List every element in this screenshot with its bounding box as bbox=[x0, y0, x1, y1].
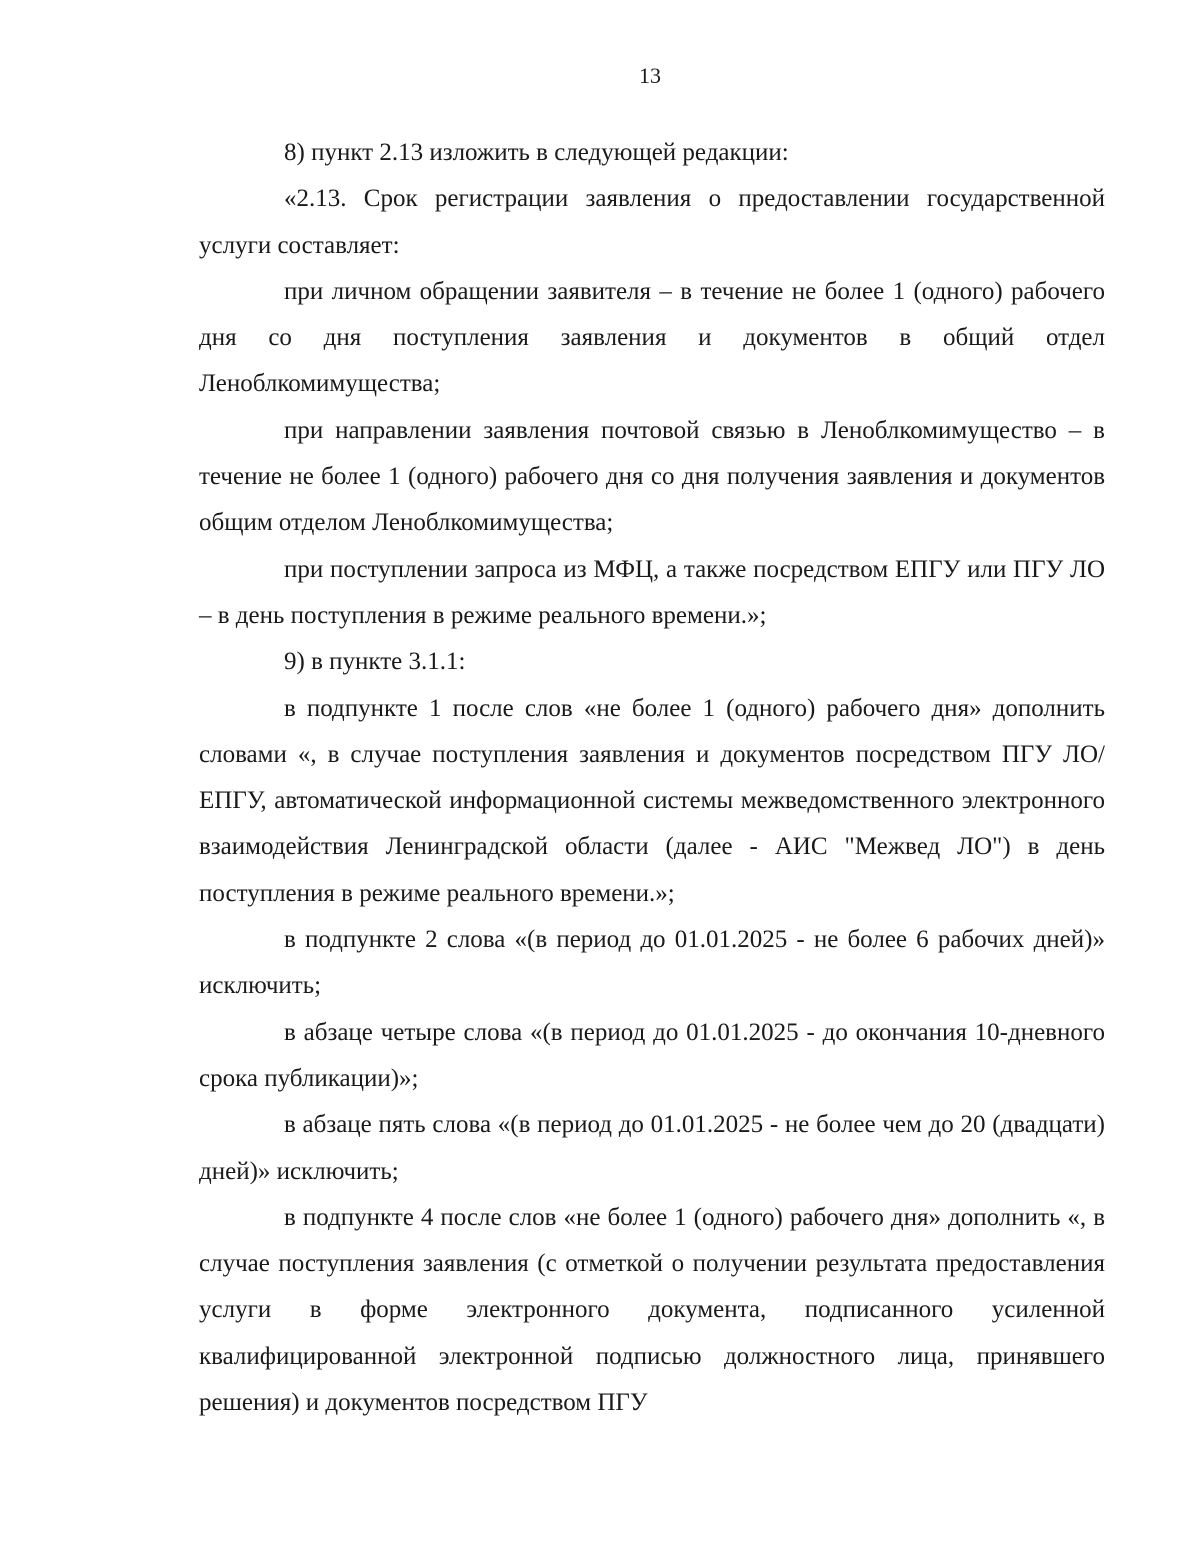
paragraph-mfc-epgu: при поступлении запроса из МФЦ, а также посредством ЕПГУ или ПГУ ЛО – в день поступления в режиме реального времени.»; bbox=[199, 555, 1105, 629]
paragraph-subitem-1: в подпункте 1 после слов «не более 1 (одного) рабочего дня» дополнить словами «, в случае поступления заявления и документов посредством ПГУ ЛО/ ЕПГУ, автоматической информационной системы межведомственного электронного взаимодействия Ленинградской области (далее - АИС "Межвед ЛО") в день поступления в режиме реального времени.»; bbox=[199, 694, 1105, 907]
paragraph-personal-visit: при личном обращении заявителя – в течение не более 1 (одного) рабочего дня со дня поступления заявления и документов в общий отдел Леноблкомимущества; bbox=[199, 277, 1105, 398]
paragraph-item-8-heading: 8) пункт 2.13 изложить в следующей редакции: bbox=[284, 139, 789, 166]
paragraph-postal-delivery: при направлении заявления почтовой связью в Леноблкомимущество – в течение не более 1 (одного) рабочего дня со дня получения заявления и документов общим отделом Леноблкомимущества; bbox=[199, 416, 1105, 537]
page-number: 13 bbox=[639, 63, 661, 88]
paragraph-abzac-four: в абзаце четыре слова «(в период до 01.01.2025 - до окончания 10-дневного срока публикации)»; bbox=[199, 1018, 1105, 1092]
paragraph-subitem-2: в подпункте 2 слова «(в период до 01.01.2025 - не более 6 рабочих дней)» исключить; bbox=[199, 926, 1105, 1000]
paragraph-subitem-4: в подпункте 4 после слов «не более 1 (одного) рабочего дня» дополнить «, в случае поступления заявления (с отметкой о получении результата предоставления услуги в форме электронного документа, подписанного усиленной квалифицированной электронной подписью должностного лица, принявшего решения) и документов посредством ПГУ bbox=[199, 1203, 1105, 1417]
document-body bbox=[199, 130, 1105, 1426]
paragraph-abzac-five: в абзаце пять слова «(в период до 01.01.2025 - не более чем до 20 (двадцати) дней)» исключить; bbox=[199, 1111, 1105, 1185]
paragraph-2-13-intro: «2.13. Срок регистрации заявления о предоставлении государственной услуги составляет: bbox=[199, 185, 1105, 259]
paragraph-item-9-heading: 9) в пункте 3.1.1: bbox=[284, 648, 466, 676]
